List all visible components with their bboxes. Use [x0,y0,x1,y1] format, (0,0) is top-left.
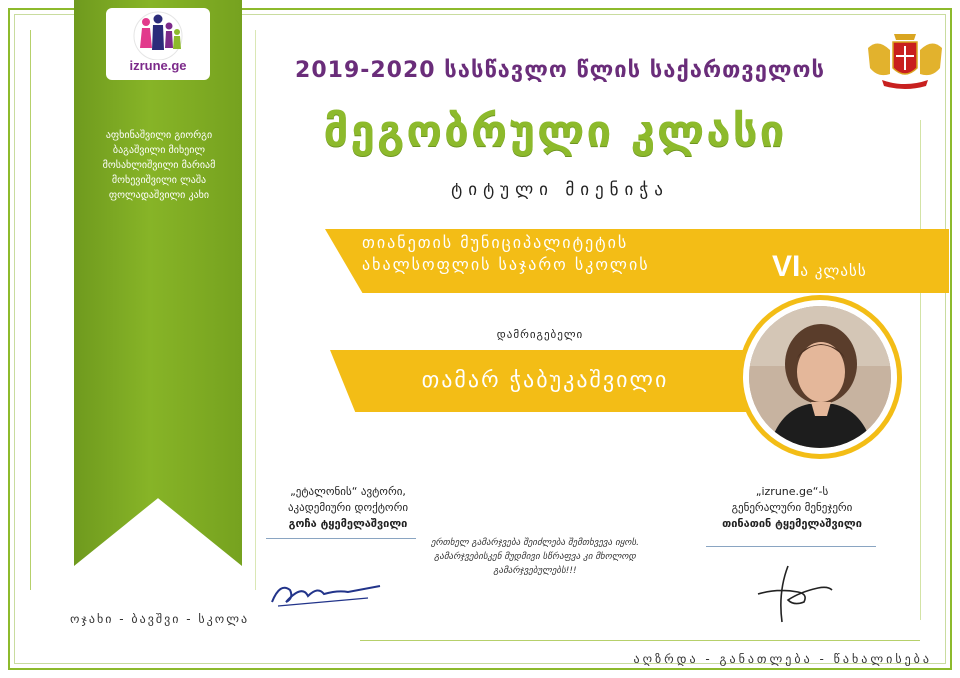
school-line-1: თიანეთის მუნიციპალიტეტის [362,233,629,252]
class-suffix: ა კლასს [800,262,867,280]
signature-left-mark [268,572,388,612]
signature-right [712,484,872,532]
signer-right-title: „izrune.ge“-ს [755,485,829,498]
signature-line [706,546,876,547]
logo-text: izrune.ge [129,58,187,73]
footer-right: აღზრდა - განათლება - წახალისება [633,652,932,666]
footer-left: ოჯახი - ბავშვი - სკოლა [70,612,250,626]
class-label [772,250,867,284]
decor-line [360,640,920,641]
decor-line [920,120,921,620]
subtitle: ტიტული მიენიჭა [451,180,669,200]
decor-line [255,30,256,590]
signature-left [268,484,428,532]
signer-right-role: გენერალური მენეჯერი [731,501,853,514]
signer-left-title: „ეტალონის“ ავტორი, [290,485,406,498]
family-icon [106,8,210,60]
class-numeral: VI [772,250,801,283]
teacher-photo [743,300,897,454]
decor-line [30,30,31,590]
portrait-image [749,306,891,448]
motto [400,536,670,578]
school-line-2: ახალსოფლის საჯარო სკოლის [362,255,650,274]
student-names: აფხინაშვილი გიორგი ბაგაშვილი მიხეილ მოსახლიშვილი მარიამ მოხევიშვილი ლაშა ფოლადაშვილი კახი [102,130,216,201]
coat-of-arms-icon [860,28,950,92]
signature-right-mark [738,562,838,632]
year-line: 2019-2020 სასწავლო წლის საქართველოს [295,58,825,83]
awarded-label: დამრიგებელი [496,328,584,341]
certificate-title: მეგობრული კლასი [323,106,787,157]
signer-left-name: გოჩა ტყემელაშვილი [288,517,408,530]
left-ribbon [74,0,242,566]
logo [106,8,210,80]
motto-line-1: ერთხელ გამარჯვება შეიძლება შემთხვევა იყოს. [430,538,640,548]
signer-left-degree: აკადემიური დოქტორი [287,501,409,514]
motto-line-2: გამარჯვებისკენ მუდმივი სწრაფვა კი მხოლოდ გამარჯვებულებს!!! [434,552,636,576]
signer-right-name: თინათინ ტყემელაშვილი [722,517,862,530]
school-name [362,232,752,276]
teacher-name: თამარ ჭაბუკაშვილი [421,368,669,393]
signature-line [266,538,416,539]
